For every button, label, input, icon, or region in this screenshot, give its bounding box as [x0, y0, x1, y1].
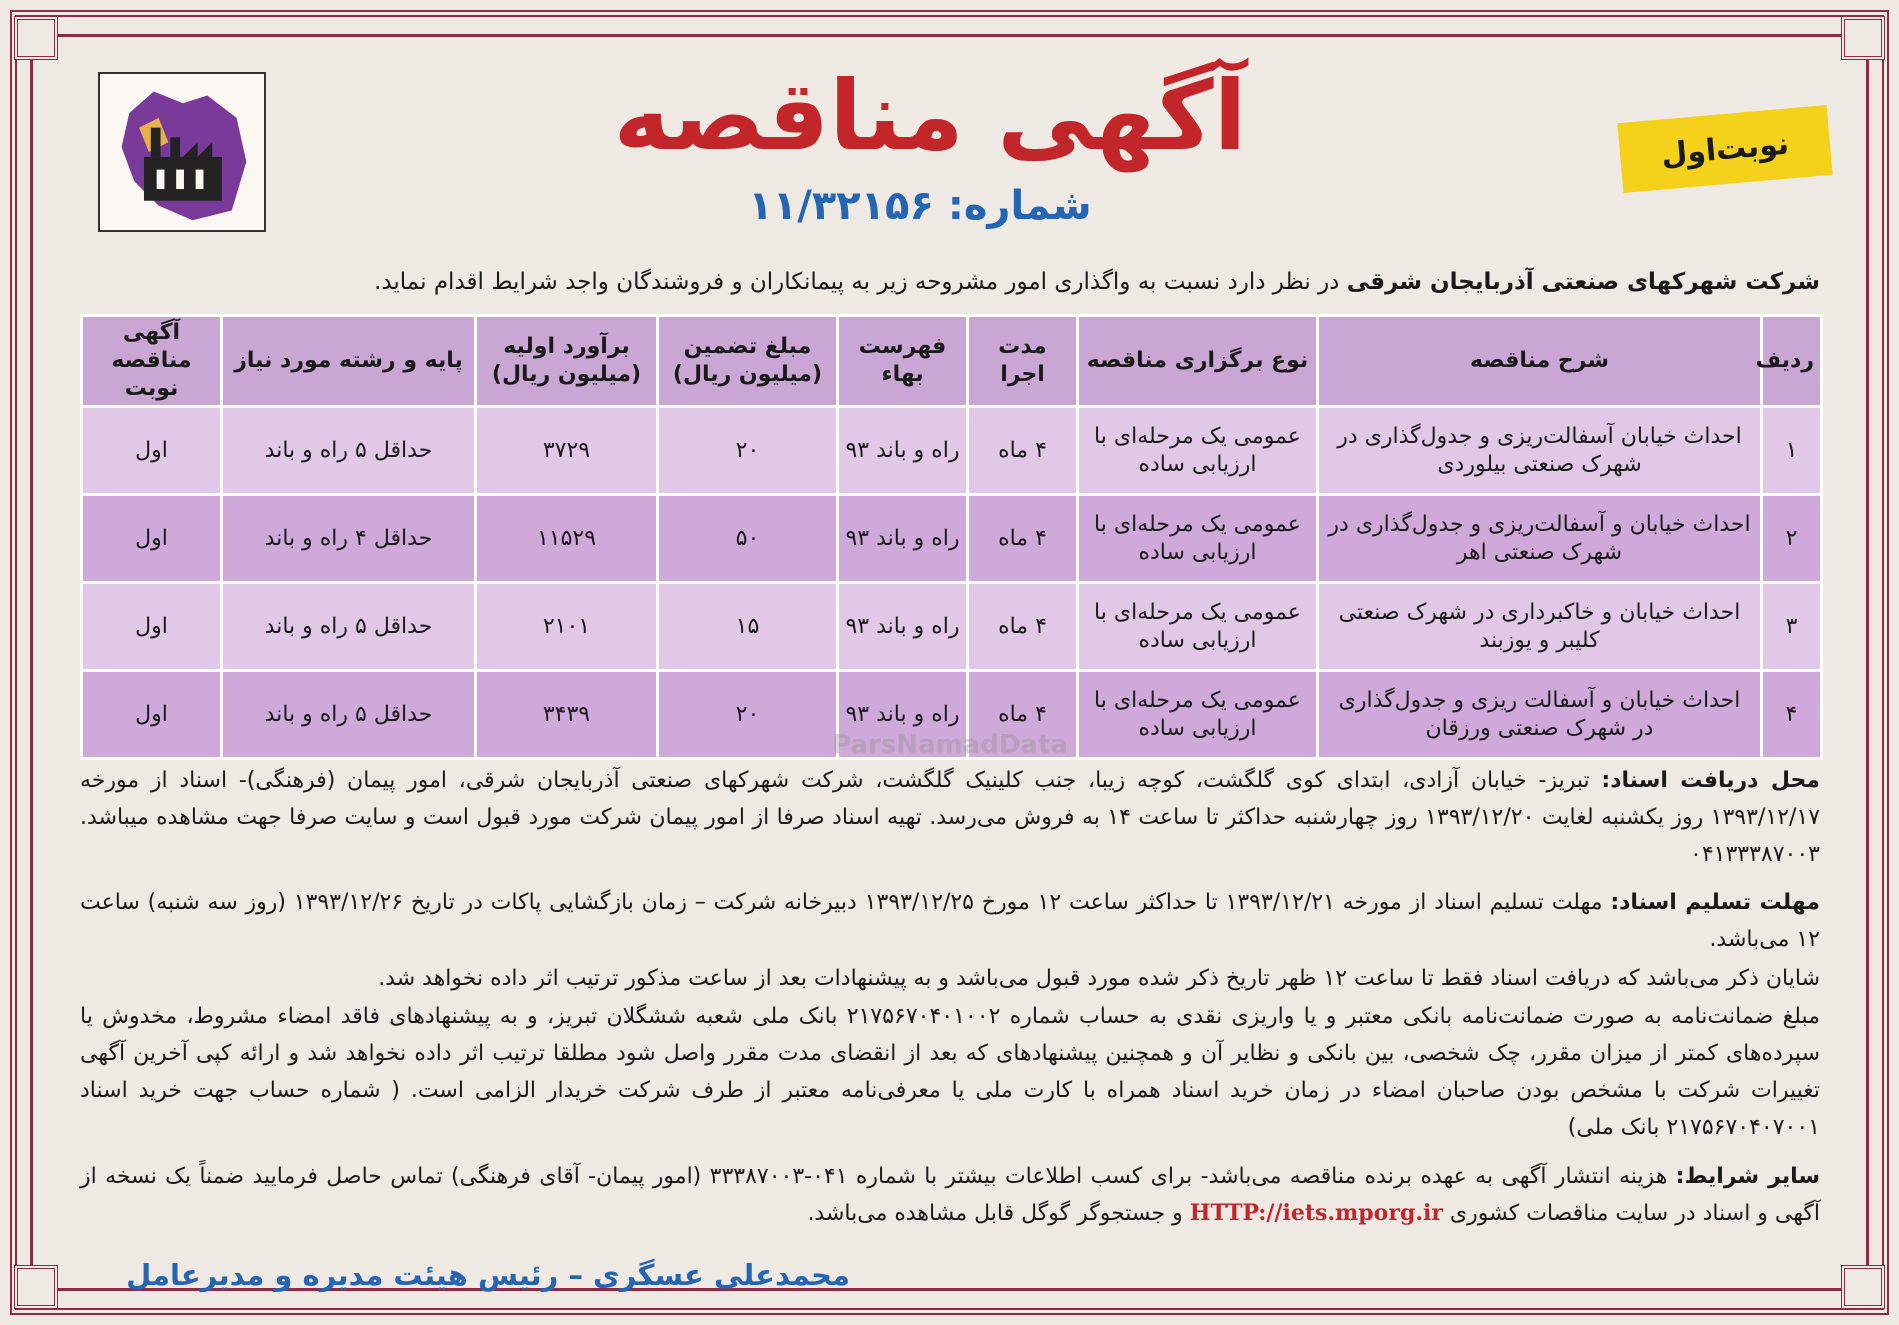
col-header-estimate: برآورد اولیه (میلیون ریال) — [476, 316, 658, 407]
col-header-row: ردیف — [1762, 316, 1822, 407]
corner-ornament — [1841, 16, 1885, 60]
cell-desc: احداث خیابان و آسفالت ریزی و جدول‌گذاری در شهرک صنعتی ورزقان — [1318, 671, 1762, 759]
intro-text — [80, 262, 1820, 302]
cell-estimate: ۳۷۲۹ — [476, 407, 658, 495]
cell-duration: ۴ ماه — [968, 495, 1078, 583]
deadline-label: مهلت تسلیم اسناد: — [1610, 890, 1820, 915]
company-name: شرکت شهرکهای صنعتی آذربایجان شرقی — [1346, 269, 1820, 295]
deadline-section — [80, 884, 1820, 958]
company-logo — [98, 72, 266, 232]
cell-list: راه و باند ۹۳ — [838, 407, 968, 495]
cell-type: عمومی یک مرحله‌ای با ارزیابی ساده — [1078, 583, 1318, 671]
col-header-guarantee: مبلغ تضمین (میلیون ریال) — [658, 316, 838, 407]
cell-guarantee: ۲۰ — [658, 671, 838, 759]
cell-estimate: ۱۱۵۲۹ — [476, 495, 658, 583]
cell-duration: ۴ ماه — [968, 671, 1078, 759]
col-header-type: نوع برگزاری مناقصه — [1078, 316, 1318, 407]
receive-text: تبریز- خیابان آزادی، ابتدای کوی گلگشت، کوچه زیبا، جنب کلینیک گلگشت، شرکت شهرکهای صنعتی آذربایجان شرقی، امور پیمان (فرهنگی)- اسناد از مورخه ۱۳۹۳/۱۲/۱۷ روز یکشنبه لغایت ۱۳۹۳/۱۲/۲۰ روز چهارشنبه حداکثر تا ساعت ۱۴ به فروش می‌رسد. تهیه اسناد صرفا از امور پیمان شرکت مورد قبول است و سایت صرفا جهت مشاهده میباشد. ۰۴۱۳۳۳۸۷۰۰۳ — [80, 768, 1821, 867]
tender-site-link[interactable]: HTTP://iets.mporg.ir — [1189, 1200, 1443, 1226]
corner-ornament — [1841, 1265, 1885, 1309]
cell-guarantee: ۱۵ — [658, 583, 838, 671]
cell-type: عمومی یک مرحله‌ای با ارزیابی ساده — [1078, 671, 1318, 759]
cell-grade: حداقل ۵ راه و باند — [222, 407, 476, 495]
deadline-text: مهلت تسلیم اسناد از مورخه ۱۳۹۳/۱۲/۲۱ تا حداکثر ساعت ۱۲ مورخ ۱۳۹۳/۱۲/۲۵ دبیرخانه شرکت – زمان بازگشایی پاکات در تاریخ ۱۳۹۳/۱۲/۲۶ (روز سه شنبه) ساعت ۱۲ می‌باشد. — [80, 890, 1820, 952]
cell-list: راه و باند ۹۳ — [838, 495, 968, 583]
cell-round: اول — [82, 671, 222, 759]
cell-estimate: ۳۴۳۹ — [476, 671, 658, 759]
note-guarantee: مبلغ ضمانت‌نامه به صورت ضمانت‌نامه بانکی معتبر و یا واریزی نقدی به حساب شماره ۲۱۷۵۶۷۰۴۰۱۰۰۲ بانک ملی شعبه ششگلان تبریز، و به پیشنهادهای فاقد امضاء مشروط، مخدوش یا سپرده‌های کمتر از میزان مقرر، چک شخصی، بین بانکی و نظایر آن و همچنین پیشنهادهای که بعد از انقضای مدت مقرر واصل شود مطلقا ترتیب اثر داده نخواهد شد و ارائه کپی آخرین آگهی تغییرات شرکت با مشخص بودن صاحبان امضاء در زمان خرید اسناد همراه با کارت ملی یا معرفی‌نامه معتبر از طرف شرکت خریدار الزامی است. ( شماره حساب جهت خرید اسناد ۲۱۷۵۶۷۰۴۰۷۰۰۱ بانک ملی) — [80, 1004, 1820, 1140]
cell-round: اول — [82, 495, 222, 583]
receive-section — [80, 762, 1820, 873]
cell-duration: ۴ ماه — [968, 583, 1078, 671]
other-text: هزینه انتشار آگهی به عهده برنده مناقصه می‌باشد- برای کسب اطلاعات بیشتر با شماره ۰۴۱-۳۳۳۸۷۰۰۳ (امور پیمان- آقای فرهنگی) تماس حاصل فرمایید ضمناً یک نسخه از آگهی و اسناد در سایت مناقصات کشوری — [80, 1164, 1820, 1226]
corner-ornament — [14, 1265, 58, 1309]
cell-round: اول — [82, 407, 222, 495]
col-header-list: فهرست بهاء — [838, 316, 968, 407]
cell-grade: حداقل ۵ راه و باند — [222, 671, 476, 759]
other-conditions-section — [80, 1158, 1820, 1232]
col-header-grade: پایه و رشته مورد نیاز — [222, 316, 476, 407]
cell-duration: ۴ ماه — [968, 407, 1078, 495]
cell-grade: حداقل ۵ راه و باند — [222, 583, 476, 671]
table-row — [82, 407, 1822, 495]
cell-type: عمومی یک مرحله‌ای با ارزیابی ساده — [1078, 407, 1318, 495]
intro-body: در نظر دارد نسبت به واگذاری امور مشروحه زیر به پیمانکاران و فروشندگان واجد شرایط اقدام نماید. — [374, 269, 1347, 295]
receive-label: محل دریافت اسناد: — [1601, 768, 1820, 793]
signature: محمدعلی عسگری – رئیس هیئت مدیره و مدیرعامل — [126, 1258, 850, 1292]
cell-desc: احداث خیابان و آسفالت‌ریزی و جدول‌گذاری در شهرک صنعتی اهر — [1318, 495, 1762, 583]
table-header-row — [82, 316, 1822, 407]
page-title: آگهی مناقصه — [613, 60, 1247, 172]
round-badge: نوبت‌اول — [1617, 105, 1832, 193]
other-label: سایر شرایط: — [1675, 1164, 1820, 1189]
cell-row: ۱ — [1762, 407, 1822, 495]
note-receive-time: شایان ذکر می‌باشد که دریافت اسناد فقط تا ساعت ۱۲ ظهر تاریخ ذکر شده مورد قبول می‌باشد و به پیشنهادات بعد از ساعت مذکور ترتیب اثر داده نخواهد شد. — [378, 966, 1820, 991]
watermark: ParsNamadData — [832, 730, 1068, 760]
corner-ornament — [14, 16, 58, 60]
cell-row: ۴ — [1762, 671, 1822, 759]
cell-list: راه و باند ۹۳ — [838, 671, 968, 759]
col-header-duration: مدت اجرا — [968, 316, 1078, 407]
cell-list: راه و باند ۹۳ — [838, 583, 968, 671]
cell-row: ۲ — [1762, 495, 1822, 583]
factory-map-icon — [100, 74, 264, 230]
col-header-desc: شرح مناقصه — [1318, 316, 1762, 407]
cell-round: اول — [82, 583, 222, 671]
cell-guarantee: ۵۰ — [658, 495, 838, 583]
cell-estimate: ۲۱۰۱ — [476, 583, 658, 671]
cell-desc: احداث خیابان آسفالت‌ریزی و جدول‌گذاری در شهرک صنعتی بیلوردی — [1318, 407, 1762, 495]
announcement-number: شماره: ۱۱/۳۲۱۵۶ — [748, 183, 1092, 229]
cell-type: عمومی یک مرحله‌ای با ارزیابی ساده — [1078, 495, 1318, 583]
cell-grade: حداقل ۴ راه و باند — [222, 495, 476, 583]
cell-row: ۳ — [1762, 583, 1822, 671]
cell-guarantee: ۲۰ — [658, 407, 838, 495]
cell-desc: احداث خیابان و خاکبرداری در شهرک صنعتی کلیبر و یوزبند — [1318, 583, 1762, 671]
col-header-round: آگهی مناقصه نوبت — [82, 316, 222, 407]
other-tail: و جستجوگر گوگل قابل مشاهده می‌باشد. — [807, 1201, 1190, 1226]
